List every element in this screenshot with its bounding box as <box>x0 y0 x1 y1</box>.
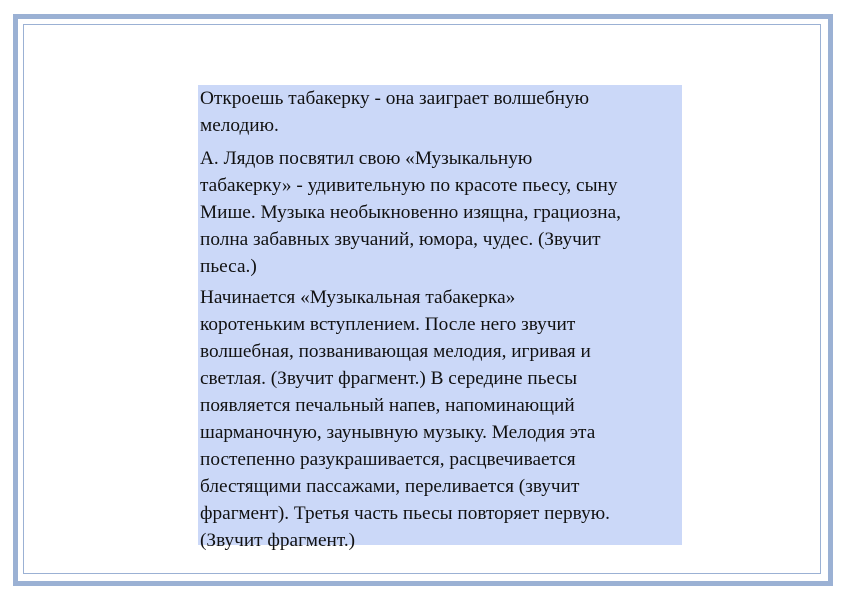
paragraph-intro: Откроешь табакерку - она заиграет волшебную мелодию. <box>200 88 590 136</box>
paragraph-lyadov: А. Лядов посвятил свою «Музыкальную табакерку» - удивительную по красоте пьесу, сыну Мише. Музыка необыкновенно изящна, грациозна, полна забавных звучаний, юмора, чудес. (Звучит пьеса.) <box>200 148 621 277</box>
paragraph-description: Начинается «Музыкальная табакерка» коротеньким вступлением. После него звучит волшебная, позванивающая мелодия, игривая и светлая. (Звучит фрагмент.) В середине пьесы появляется печальный напев, напоминающий шарманочную, заунывную музыку. Мелодия эта постепенно разукрашивается, расцвечивается блестящими пассажами, переливается (звучит фрагмент). Третья часть пьесы повторяет первую. (Звучит фрагмент.) <box>200 287 610 551</box>
text-box <box>198 85 682 551</box>
